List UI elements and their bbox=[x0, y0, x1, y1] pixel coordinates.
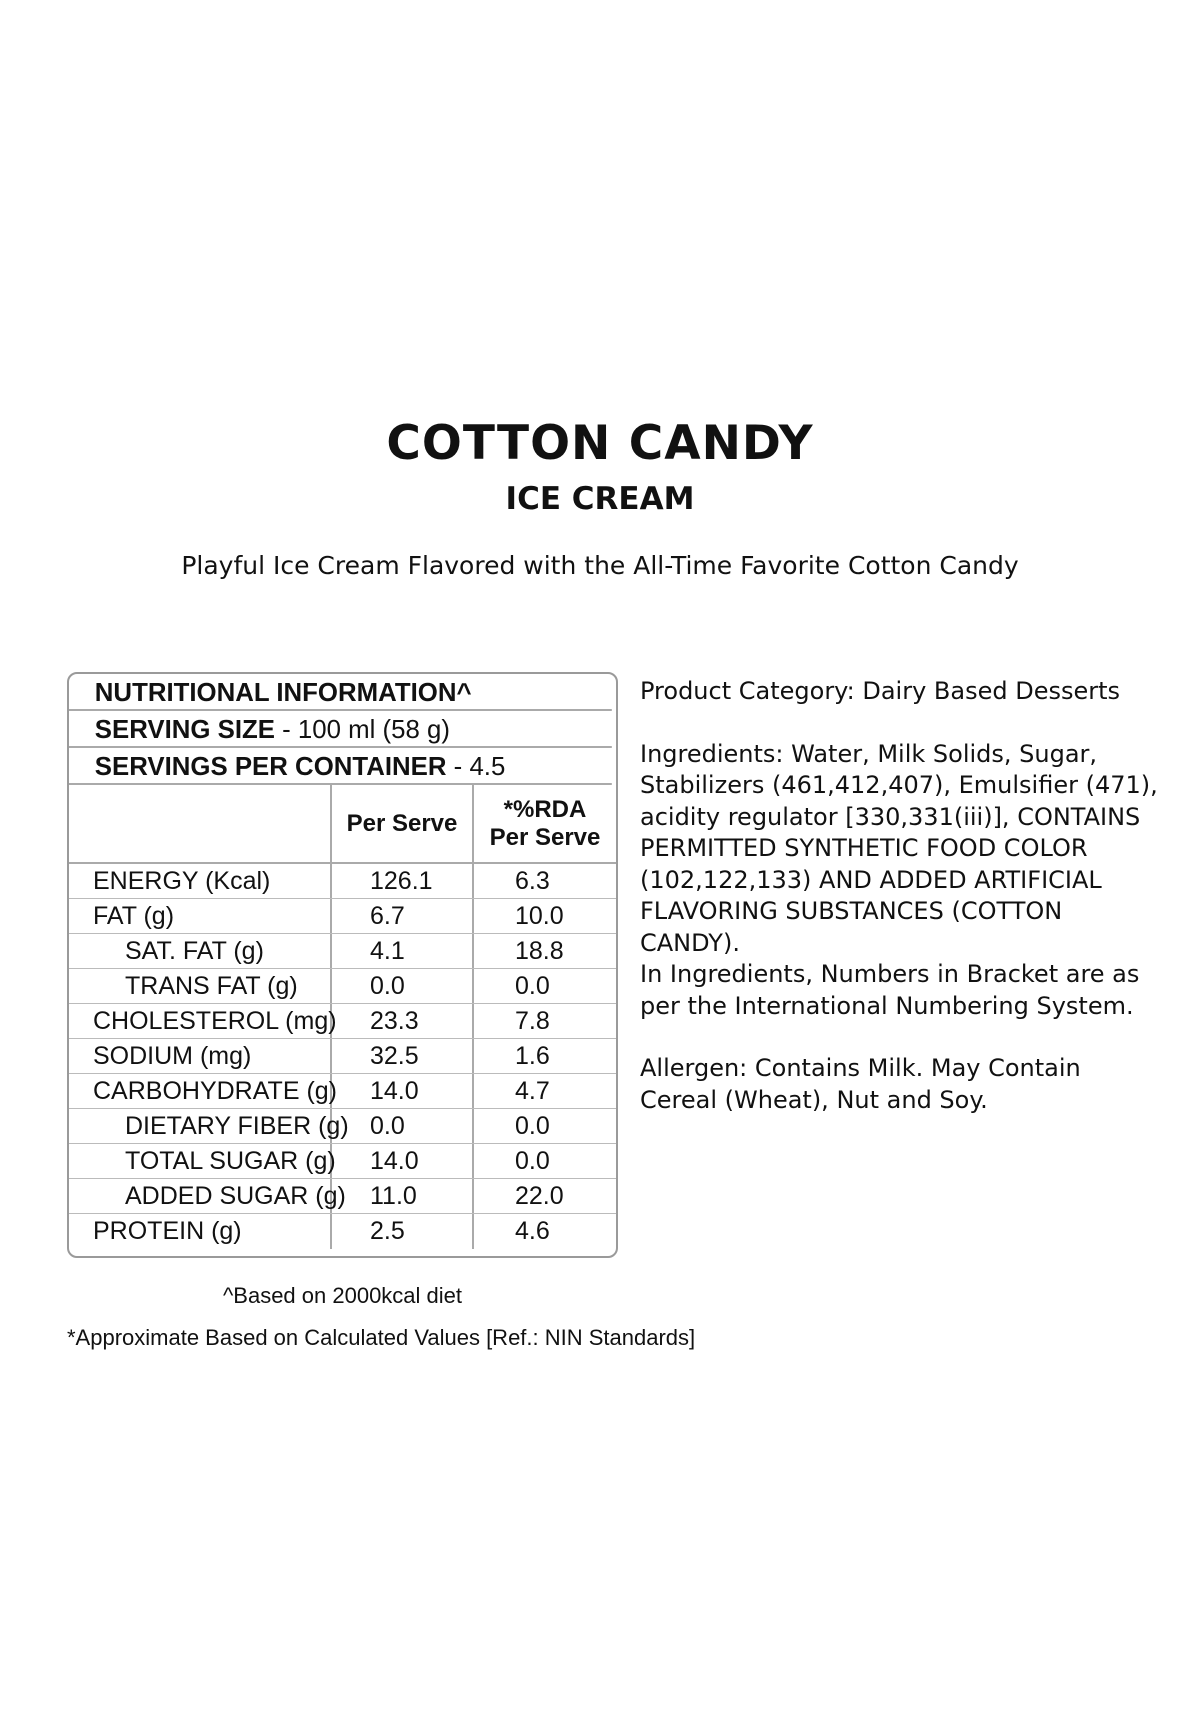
nutrient-per-serve: 6.7 bbox=[332, 899, 474, 933]
nutrition-table bbox=[67, 672, 618, 1258]
nutrient-rda: 0.0 bbox=[515, 1112, 550, 1140]
nutrition-heading bbox=[69, 674, 612, 711]
nutrient-rda: 10.0 bbox=[515, 902, 564, 930]
serving-size-row bbox=[69, 711, 612, 748]
nutrient-per-serve: 0.0 bbox=[332, 1109, 474, 1143]
nutrient-per-serve: 0.0 bbox=[332, 969, 474, 1003]
nutrient-label: TOTAL SUGAR (g) bbox=[69, 1144, 332, 1178]
nutrient-label: PROTEIN (g) bbox=[69, 1214, 332, 1249]
nutrient-row bbox=[69, 969, 616, 1004]
nutrient-per-serve: 23.3 bbox=[332, 1004, 474, 1038]
servings-value: - 4.5 bbox=[446, 751, 506, 781]
nutrient-rda: 7.8 bbox=[515, 1007, 550, 1035]
serving-size-value: - 100 ml (58 g) bbox=[274, 714, 450, 744]
nutrient-rda: 1.6 bbox=[515, 1042, 550, 1070]
nutrient-rda: 4.7 bbox=[515, 1077, 550, 1105]
nutrient-rda: 0.0 bbox=[515, 972, 550, 1000]
allergen-info: Allergen: Contains Milk. May Contain Cereal (Wheat), Nut and Soy. bbox=[640, 1054, 1081, 1114]
nutrient-label: ENERGY (Kcal) bbox=[69, 864, 332, 898]
nutrition-heading-text: NUTRITIONAL INFORMATION^ bbox=[94, 677, 472, 707]
nutrient-per-serve: 14.0 bbox=[332, 1074, 474, 1108]
nutrient-per-serve: 126.1 bbox=[332, 864, 474, 898]
servings-per-container-row bbox=[69, 748, 612, 785]
servings-label: SERVINGS PER CONTAINER bbox=[94, 751, 447, 781]
nutrient-label: SODIUM (mg) bbox=[69, 1039, 332, 1073]
column-header-rda bbox=[474, 785, 616, 862]
nutrient-label: TRANS FAT (g) bbox=[69, 969, 332, 1003]
column-header-row bbox=[69, 785, 616, 864]
product-subtitle: ICE CREAM bbox=[505, 481, 695, 517]
nutrient-row bbox=[69, 864, 616, 899]
product-title: COTTON CANDY bbox=[386, 416, 814, 471]
product-category: Product Category: Dairy Based Desserts bbox=[640, 677, 1121, 705]
nutrient-label: ADDED SUGAR (g) bbox=[69, 1179, 332, 1213]
nutrient-label: CARBOHYDRATE (g) bbox=[69, 1074, 332, 1108]
nutrient-row bbox=[69, 1004, 616, 1039]
nutrient-rda: 4.6 bbox=[515, 1217, 550, 1245]
column-header-blank bbox=[69, 785, 332, 862]
nutrient-label: SAT. FAT (g) bbox=[69, 934, 332, 968]
nutrient-per-serve: 4.1 bbox=[332, 934, 474, 968]
column-header-rda-text bbox=[490, 796, 601, 852]
column-header-per-serve-text: Per Serve bbox=[346, 809, 458, 837]
nutrient-row bbox=[69, 1074, 616, 1109]
product-details bbox=[640, 676, 1160, 1147]
nutrient-per-serve: 14.0 bbox=[332, 1144, 474, 1178]
ingredients-text: Ingredients: Water, Milk Solids, Sugar, Stabilizers (461,412,407), Emulsifier (471), acidity regulator [330,331(iii)], CONTAINS PERMITTED SYNTHETIC FOOD COLOR (102,122,133) AND ADDED ARTIFICIAL FLAVORING SUBSTANCES (COTTON CANDY). bbox=[640, 739, 1158, 957]
rda-header-line2: Per Serve bbox=[489, 823, 601, 851]
nutrient-label: FAT (g) bbox=[69, 899, 332, 933]
rda-header-line1: *%RDA bbox=[503, 795, 587, 823]
nutrient-label: CHOLESTEROL (mg) bbox=[69, 1004, 332, 1038]
footnote-rda: *Approximate Based on Calculated Values [Ref.: NIN Standards] bbox=[67, 1325, 696, 1350]
nutrient-row bbox=[69, 1109, 616, 1144]
nutrient-rda: 6.3 bbox=[515, 867, 550, 895]
nutrient-per-serve: 11.0 bbox=[332, 1179, 474, 1213]
nutrient-rda: 0.0 bbox=[515, 1147, 550, 1175]
nutrient-rda: 18.8 bbox=[515, 937, 564, 965]
nutrient-label: DIETARY FIBER (g) bbox=[69, 1109, 332, 1143]
product-tagline: Playful Ice Cream Flavored with the All-Time Favorite Cotton Candy bbox=[181, 551, 1019, 580]
footnote-diet: ^Based on 2000kcal diet bbox=[222, 1283, 463, 1308]
nutrient-row bbox=[69, 934, 616, 969]
nutrient-per-serve: 32.5 bbox=[332, 1039, 474, 1073]
ingredients-block bbox=[640, 739, 1160, 1023]
nutrient-rda: 22.0 bbox=[515, 1182, 564, 1210]
serving-size-label: SERVING SIZE bbox=[94, 714, 275, 744]
nutrient-row bbox=[69, 1144, 616, 1179]
nutrient-row bbox=[69, 1214, 616, 1249]
ins-note: In Ingredients, Numbers in Bracket are as per the International Numbering System. bbox=[640, 960, 1140, 1020]
column-header-per-serve bbox=[332, 785, 474, 862]
nutrient-row bbox=[69, 1179, 616, 1214]
nutrient-row bbox=[69, 1039, 616, 1074]
nutrient-per-serve: 2.5 bbox=[332, 1214, 474, 1249]
nutrient-row bbox=[69, 899, 616, 934]
